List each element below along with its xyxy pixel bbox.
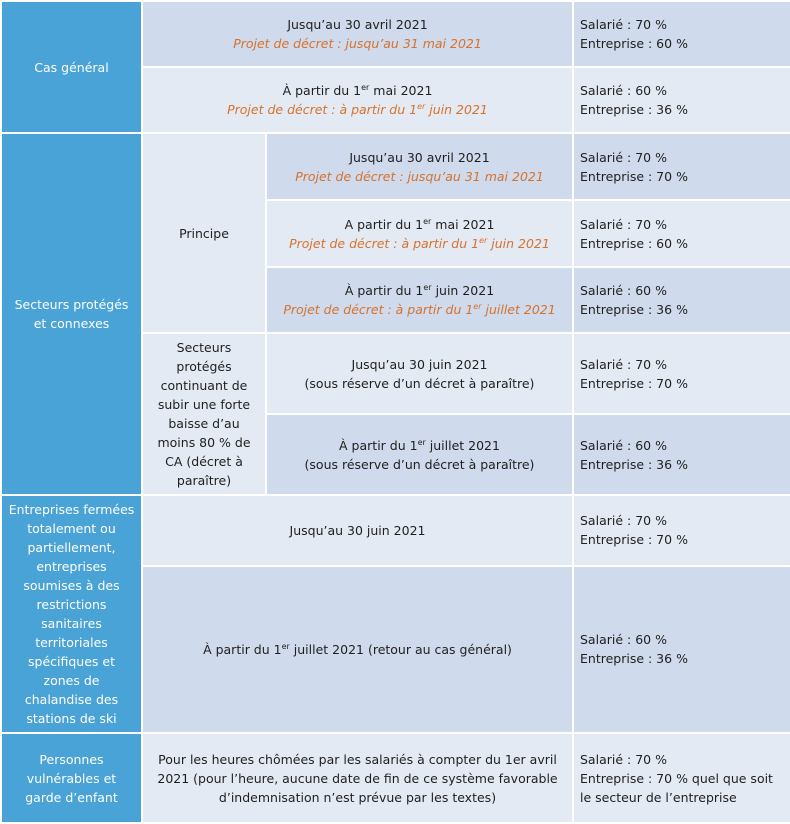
salarie-rate: Salarié : 70 % (580, 216, 667, 232)
decree-text: Projet de décret : à partir du 1er juin 2021 (227, 101, 488, 117)
period-cell (142, 67, 573, 133)
rate-cell (573, 495, 790, 566)
salarie-rate: Salarié : 70 % (580, 17, 667, 32)
table-row (1, 1, 790, 67)
entreprise-rate: Entreprise : 60 % (580, 235, 688, 251)
salarie-rate: Salarié : 60 % (580, 437, 667, 453)
period-text: A partir du 1er mai 2021 (344, 216, 495, 232)
entreprise-rate: Entreprise : 36 % (580, 456, 688, 472)
period-text: Jusqu’au 30 avril 2021 (287, 17, 428, 32)
group-entreprises-fermees: Entreprises fermées totalement ou partiellement, entreprises soumises à des restrictions sanitaires territoriales spécifiques et zones de chalandise des stations de ski (1, 495, 142, 733)
salarie-rate: Salarié : 70 % (580, 356, 667, 372)
rate-cell (573, 133, 790, 200)
rate-cell (573, 414, 790, 495)
entreprise-rate: Entreprise : 60 % (580, 36, 688, 51)
table-row (1, 495, 790, 566)
rate-cell (573, 733, 790, 823)
salarie-rate: Salarié : 70 % (580, 513, 667, 529)
rate-cell (573, 1, 790, 67)
decree-text: Projet de décret : jusqu’au 31 mai 2021 (295, 168, 544, 184)
decree-text: Projet de décret : à partir du 1er juin 2021 (289, 235, 550, 251)
salarie-rate: Salarié : 60 % (580, 632, 667, 648)
entreprise-rate: Entreprise : 36 % (580, 302, 688, 317)
period-cell (142, 566, 573, 733)
entreprise-rate: Entreprise : 36 % (580, 651, 688, 667)
rate-cell (573, 333, 790, 414)
salarie-rate: Salarié : 60 % (580, 83, 667, 98)
period-text: À partir du 1er juillet 2021 (retour au cas général) (203, 641, 512, 657)
entreprise-rate: Entreprise : 70 % (580, 532, 688, 548)
period-text: Jusqu’au 30 avril 2021 (349, 149, 490, 165)
period-text: À partir du 1er mai 2021 (282, 82, 433, 98)
table-row (1, 733, 790, 823)
decree-text: Projet de décret : jusqu’au 31 mai 2021 (233, 36, 482, 51)
entreprise-rate: Entreprise : 70 % (580, 168, 688, 184)
rate-cell (573, 267, 790, 333)
entreprise-rate: Entreprise : 70 % (580, 375, 688, 391)
period-text: À partir du 1er juin 2021 (344, 282, 495, 298)
period-text: Jusqu’au 30 juin 2021 (351, 356, 488, 372)
group-cas-general: Cas général (1, 1, 142, 133)
period-text: Jusqu’au 30 juin 2021 (289, 522, 426, 538)
rate-cell (573, 67, 790, 133)
table-row (1, 133, 790, 200)
period-text: À partir du 1er juillet 2021 (339, 437, 500, 453)
period-cell (266, 333, 573, 414)
period-cell (142, 1, 573, 67)
group-secteurs-proteges: Secteurs protégés et connexes (1, 133, 142, 495)
rate-cell (573, 566, 790, 733)
period-cell (142, 733, 573, 823)
period-cell (266, 414, 573, 495)
rate-cell (573, 200, 790, 267)
note-text: (sous réserve d’un décret à paraître) (304, 456, 535, 472)
decree-text: Projet de décret : à partir du 1er juillet 2021 (283, 301, 556, 317)
period-cell (266, 200, 573, 267)
period-cell (266, 133, 573, 200)
entreprise-rate: Entreprise : 70 % quel que soit le secteur de l’entreprise (580, 770, 773, 805)
period-text: Pour les heures chômées par les salariés à compter du 1er avril 2021 (pour l’heure, aucune date de fin de ce système favorable d’indemnisation n’est prévue par les textes) (157, 751, 558, 805)
entreprise-rate: Entreprise : 36 % (580, 102, 688, 117)
subgroup-principe: Principe (142, 133, 266, 333)
group-personnes-vulnerables: Personnes vulnérables et garde d’enfant (1, 733, 142, 823)
period-cell (142, 495, 573, 566)
subgroup-forte-baisse: Secteurs protégés continuant de subir une forte baisse d’au moins 80 % de CA (décret à paraître) (142, 333, 266, 495)
salarie-rate: Salarié : 70 % (580, 149, 667, 165)
note-text: (sous réserve d’un décret à paraître) (304, 375, 535, 391)
period-cell (266, 267, 573, 333)
salarie-rate: Salarié : 70 % (580, 751, 667, 767)
salarie-rate: Salarié : 60 % (580, 283, 667, 298)
